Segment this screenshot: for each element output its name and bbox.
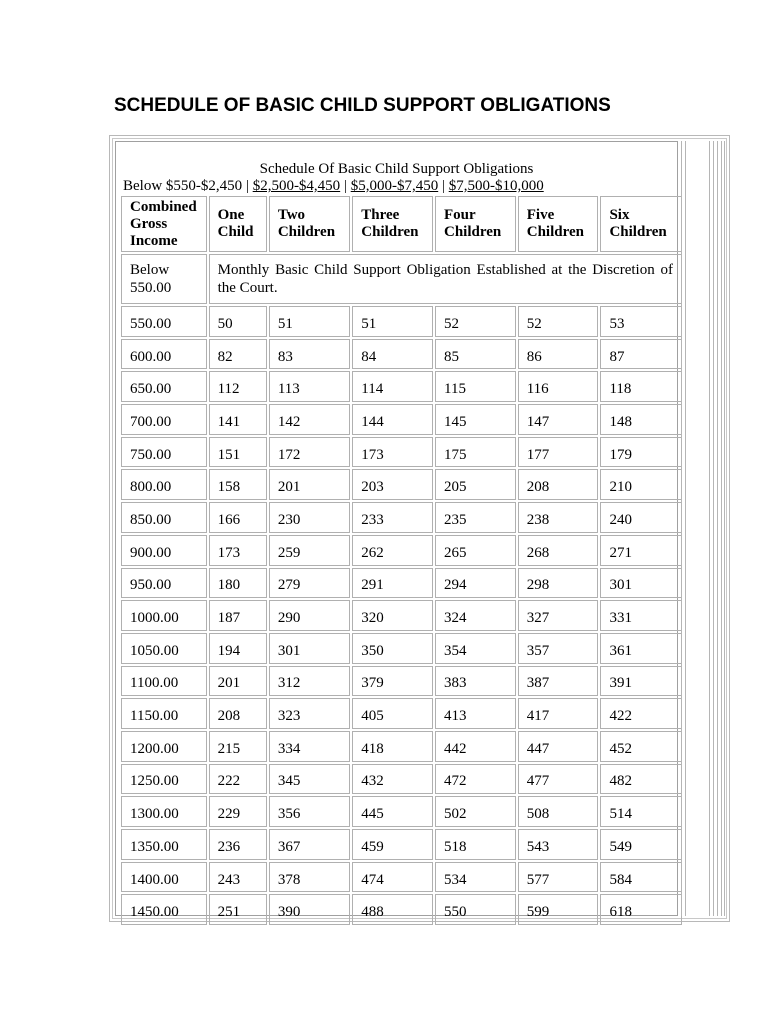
obligation-cell: 472 <box>435 764 516 795</box>
header-income-line: Income <box>130 232 178 249</box>
income-cell: 1050.00 <box>121 633 207 664</box>
income-cell: 1200.00 <box>121 731 207 762</box>
range-navigation: Below $550-$2,450 | $2,500-$4,450 | $5,000-$7,450 | $7,500-$10,000 <box>123 178 544 194</box>
obligation-cell: 534 <box>435 862 516 893</box>
header-three-children <box>352 196 433 252</box>
obligation-cell: 474 <box>352 862 433 893</box>
table-row <box>121 535 682 566</box>
obligation-cell: 210 <box>600 469 682 500</box>
table-row <box>121 894 682 925</box>
table-row <box>121 502 682 533</box>
obligation-cell: 418 <box>352 731 433 762</box>
obligation-cell: 268 <box>518 535 599 566</box>
income-cell: 1400.00 <box>121 862 207 893</box>
obligation-cell: 236 <box>209 829 267 860</box>
table-row <box>121 371 682 402</box>
obligation-cell: 145 <box>435 404 516 435</box>
obligation-cell: 201 <box>269 469 350 500</box>
obligation-table <box>119 194 684 927</box>
obligation-cell: 301 <box>269 633 350 664</box>
obligation-cell: 417 <box>518 698 599 729</box>
obligation-cell: 208 <box>518 469 599 500</box>
income-cell: 1100.00 <box>121 666 207 697</box>
header-four-children <box>435 196 516 252</box>
obligation-cell: 290 <box>269 600 350 631</box>
obligation-cell: 141 <box>209 404 267 435</box>
obligation-cell: 518 <box>435 829 516 860</box>
below-label-line: 550.00 <box>130 280 172 296</box>
table-row <box>121 339 682 370</box>
income-cell: 1350.00 <box>121 829 207 860</box>
range-current: Below $550-$2,450 <box>123 178 243 194</box>
obligation-cell: 291 <box>352 568 433 599</box>
income-cell: 650.00 <box>121 371 207 402</box>
table-row <box>121 437 682 468</box>
income-cell: 1150.00 <box>121 698 207 729</box>
income-cell: 700.00 <box>121 404 207 435</box>
obligation-cell: 354 <box>435 633 516 664</box>
obligation-cell: 331 <box>600 600 682 631</box>
obligation-cell: 452 <box>600 731 682 762</box>
discretion-note: Monthly Basic Child Support Obligation Established at the Discretion of the Court. <box>209 254 682 304</box>
income-cell: 1300.00 <box>121 796 207 827</box>
obligation-cell: 422 <box>600 698 682 729</box>
header-line: Two <box>277 207 306 223</box>
obligation-cell: 265 <box>435 535 516 566</box>
obligation-cell: 147 <box>518 404 599 435</box>
obligation-cell: 584 <box>600 862 682 893</box>
page-title: SCHEDULE OF BASIC CHILD SUPPORT OBLIGATIONS <box>114 95 611 116</box>
obligation-cell: 187 <box>209 600 267 631</box>
below-label-line: Below <box>130 262 170 278</box>
obligation-cell: 618 <box>600 894 682 925</box>
obligation-cell: 549 <box>600 829 682 860</box>
obligation-cell: 142 <box>269 404 350 435</box>
obligation-cell: 238 <box>518 502 599 533</box>
header-income-line: Combined <box>130 198 197 215</box>
obligation-cell: 367 <box>269 829 350 860</box>
obligation-cell: 83 <box>269 339 350 370</box>
obligation-cell: 116 <box>518 371 599 402</box>
obligation-cell: 52 <box>518 306 599 337</box>
table-row <box>121 862 682 893</box>
obligation-cell: 432 <box>352 764 433 795</box>
obligation-cell: 118 <box>600 371 682 402</box>
header-line: Children <box>361 224 419 240</box>
obligation-cell: 215 <box>209 731 267 762</box>
table-row <box>121 469 682 500</box>
obligation-cell: 327 <box>518 600 599 631</box>
obligation-cell: 445 <box>352 796 433 827</box>
header-line: Child <box>217 224 254 240</box>
obligation-cell: 251 <box>209 894 267 925</box>
header-one-child <box>209 196 267 252</box>
obligation-cell: 387 <box>518 666 599 697</box>
header-line: Six <box>609 207 630 223</box>
obligation-cell: 86 <box>518 339 599 370</box>
header-line: Five <box>526 207 555 223</box>
table-row <box>121 306 682 337</box>
obligation-cell: 378 <box>269 862 350 893</box>
obligation-cell: 350 <box>352 633 433 664</box>
header-line: Four <box>444 207 476 223</box>
schedule-panel <box>115 141 678 921</box>
obligation-cell: 85 <box>435 339 516 370</box>
obligation-cell: 488 <box>352 894 433 925</box>
obligation-cell: 405 <box>352 698 433 729</box>
below-550-row <box>121 254 682 304</box>
obligation-cell: 477 <box>518 764 599 795</box>
header-two-children <box>269 196 350 252</box>
table-row <box>121 829 682 860</box>
obligation-cell: 148 <box>600 404 682 435</box>
income-cell: 900.00 <box>121 535 207 566</box>
obligation-cell: 82 <box>209 339 267 370</box>
obligation-cell: 502 <box>435 796 516 827</box>
obligation-cell: 50 <box>209 306 267 337</box>
obligation-cell: 87 <box>600 339 682 370</box>
obligation-cell: 201 <box>209 666 267 697</box>
obligation-cell: 599 <box>518 894 599 925</box>
obligation-cell: 361 <box>600 633 682 664</box>
obligation-cell: 312 <box>269 666 350 697</box>
obligation-cell: 173 <box>209 535 267 566</box>
obligation-cell: 151 <box>209 437 267 468</box>
obligation-cell: 320 <box>352 600 433 631</box>
obligation-cell: 194 <box>209 633 267 664</box>
income-cell: 550.00 <box>121 306 207 337</box>
obligation-cell: 177 <box>518 437 599 468</box>
table-row <box>121 600 682 631</box>
obligation-cell: 84 <box>352 339 433 370</box>
table-caption: Schedule Of Basic Child Support Obligations <box>259 161 534 177</box>
obligation-cell: 144 <box>352 404 433 435</box>
obligation-cell: 205 <box>435 469 516 500</box>
obligation-cell: 115 <box>435 371 516 402</box>
obligation-cell: 166 <box>209 502 267 533</box>
income-cell: 850.00 <box>121 502 207 533</box>
obligation-cell: 203 <box>352 469 433 500</box>
obligation-cell: 357 <box>518 633 599 664</box>
header-line: Children <box>444 224 502 240</box>
income-cell: 600.00 <box>121 339 207 370</box>
range-link-7500-10000[interactable]: $7,500-$10,000 <box>448 178 544 194</box>
obligation-cell: 379 <box>352 666 433 697</box>
header-five-children <box>518 196 599 252</box>
obligation-cell: 112 <box>209 371 267 402</box>
obligation-cell: 334 <box>269 731 350 762</box>
obligation-cell: 390 <box>269 894 350 925</box>
obligation-cell: 179 <box>600 437 682 468</box>
obligation-cell: 222 <box>209 764 267 795</box>
obligation-cell: 114 <box>352 371 433 402</box>
obligation-cell: 113 <box>269 371 350 402</box>
obligation-cell: 356 <box>269 796 350 827</box>
header-line: Three <box>361 207 400 223</box>
header-six-children <box>600 196 682 252</box>
obligation-cell: 51 <box>269 306 350 337</box>
obligation-cell: 51 <box>352 306 433 337</box>
obligation-cell: 550 <box>435 894 516 925</box>
table-row <box>121 731 682 762</box>
range-link-2500-4450[interactable]: $2,500-$4,450 <box>252 178 341 194</box>
table-row <box>121 666 682 697</box>
obligation-cell: 543 <box>518 829 599 860</box>
table-row <box>121 698 682 729</box>
obligation-cell: 279 <box>269 568 350 599</box>
header-combined-gross-income <box>121 196 207 252</box>
table-row <box>121 796 682 827</box>
obligation-cell: 301 <box>600 568 682 599</box>
obligation-cell: 442 <box>435 731 516 762</box>
obligation-cell: 175 <box>435 437 516 468</box>
obligation-cell: 180 <box>209 568 267 599</box>
obligation-cell: 243 <box>209 862 267 893</box>
obligation-cell: 158 <box>209 469 267 500</box>
obligation-cell: 345 <box>269 764 350 795</box>
income-cell: 950.00 <box>121 568 207 599</box>
table-row <box>121 568 682 599</box>
obligation-cell: 324 <box>435 600 516 631</box>
obligation-cell: 514 <box>600 796 682 827</box>
obligation-cell: 172 <box>269 437 350 468</box>
obligation-cell: 259 <box>269 535 350 566</box>
obligation-cell: 52 <box>435 306 516 337</box>
income-cell: 1000.00 <box>121 600 207 631</box>
obligation-cell: 271 <box>600 535 682 566</box>
obligation-cell: 294 <box>435 568 516 599</box>
header-income-line: Gross <box>130 215 168 232</box>
obligation-cell: 323 <box>269 698 350 729</box>
obligation-cell: 482 <box>600 764 682 795</box>
obligation-cell: 447 <box>518 731 599 762</box>
obligation-cell: 235 <box>435 502 516 533</box>
income-cell: 1250.00 <box>121 764 207 795</box>
obligation-cell: 230 <box>269 502 350 533</box>
obligation-cell: 53 <box>600 306 682 337</box>
header-row <box>121 196 682 252</box>
table-row <box>121 633 682 664</box>
income-cell: 800.00 <box>121 469 207 500</box>
obligation-cell: 391 <box>600 666 682 697</box>
obligation-cell: 413 <box>435 698 516 729</box>
obligation-cell: 208 <box>209 698 267 729</box>
obligation-cell: 233 <box>352 502 433 533</box>
obligation-cell: 173 <box>352 437 433 468</box>
obligation-cell: 508 <box>518 796 599 827</box>
obligation-cell: 383 <box>435 666 516 697</box>
header-line: Children <box>277 224 336 240</box>
income-cell: 1450.00 <box>121 894 207 925</box>
range-link-5000-7450[interactable]: $5,000-$7,450 <box>350 178 439 194</box>
obligation-cell: 262 <box>352 535 433 566</box>
obligation-cell: 459 <box>352 829 433 860</box>
header-line: Children <box>609 224 667 240</box>
obligation-cell: 298 <box>518 568 599 599</box>
below-550-label <box>121 254 207 304</box>
schedule-frame <box>109 135 730 922</box>
table-row <box>121 764 682 795</box>
income-cell: 750.00 <box>121 437 207 468</box>
header-line: Children <box>526 224 584 240</box>
side-frame-borders <box>681 141 725 916</box>
obligation-cell: 240 <box>600 502 682 533</box>
obligation-cell: 229 <box>209 796 267 827</box>
table-row <box>121 404 682 435</box>
header-line: One <box>217 207 245 223</box>
obligation-cell: 577 <box>518 862 599 893</box>
